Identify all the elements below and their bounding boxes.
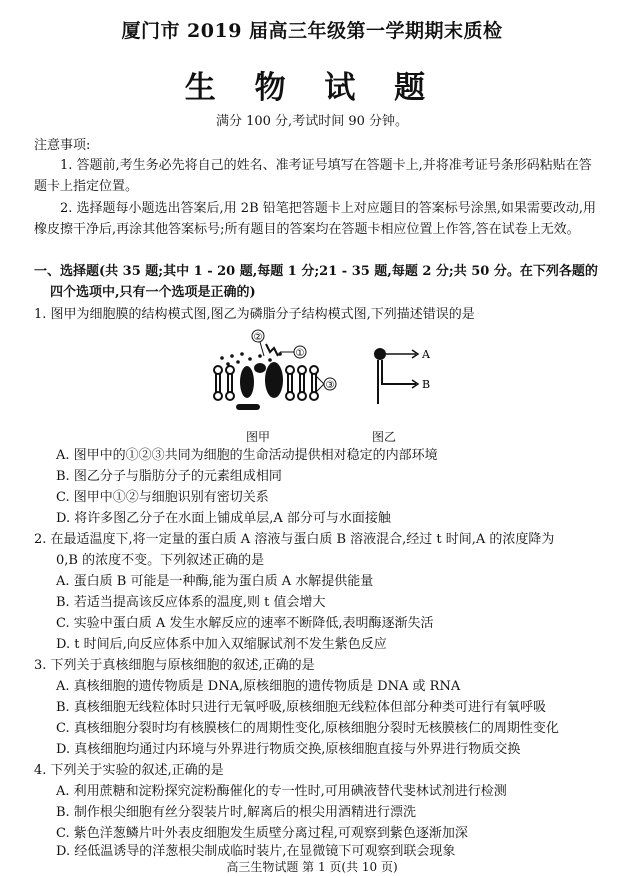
q3-option-d: D. 真核细胞均通过内环境与外界进行物质交换,原核细胞直接与外界进行物质交换 xyxy=(56,742,521,757)
q4-option-d: D. 经低温诱导的洋葱根尖制成临时装片,在显微镜下可观察到联会现象 xyxy=(56,844,456,859)
question-4-stem: 4. 下列关于实验的叙述,正确的是 xyxy=(34,763,224,778)
label-A: A xyxy=(422,348,430,361)
q2-option-b: B. 若适当提高该反应体系的温度,则 t 值会增大 xyxy=(56,595,326,610)
section-heading: 一、选择题(共 35 题;其中 1 - 20 题,每题 1 分;21 - 35 题,每题 2 分;共 50 分。在下列各题的 xyxy=(34,264,598,279)
q3-option-c: C. 真核细胞分裂时均有核膜核仁的周期性变化,原核细胞分裂时无核膜核仁的周期性变化 xyxy=(56,721,559,736)
q3-option-b: B. 真核细胞无线粒体时只进行无氧呼吸,原核细胞无线粒体但部分种类可进行有氧呼吸 xyxy=(56,700,546,715)
q2-option-c: C. 实验中蛋白质 A 发生水解反应的速率不断降低,表明酶逐渐失活 xyxy=(56,616,434,631)
q1-option-b: B. 图乙分子与脂肪分子的元素组成相同 xyxy=(56,469,282,484)
label-B: B xyxy=(422,378,431,391)
label-2: ② xyxy=(253,332,263,343)
question-2-stem: 2. 在最适温度下,将一定量的蛋白质 A 溶液与蛋白质 B 溶液混合,经过 t 时间,A 的浓度降为 xyxy=(34,532,555,547)
question-1-stem: 1. 图甲为细胞膜的结构模式图,图乙为磷脂分子结构模式图,下列描述错误的是 xyxy=(34,307,475,322)
page-title: 生 物 试 题 xyxy=(184,70,440,106)
phospholipid-figure xyxy=(368,340,438,410)
q4-option-c: C. 紫色洋葱鳞片叶外表皮细胞发生质壁分离过程,可观察到紫色逐渐加深 xyxy=(56,826,468,841)
notice-item-1: 1. 答题前,考生务必先将自己的姓名、准考证号填写在答题卡上,并将准考证号条形码粘贴在答题卡上指定位置。 xyxy=(34,158,592,194)
section-heading-cont: 四个选项中,只有一个选项是正确的) xyxy=(50,285,256,300)
q2-option-d: D. t 时间后,向反应体系中加入双缩脲试剂不发生紫色反应 xyxy=(56,637,387,652)
q1-option-a: A. 图甲中的①②③共同为细胞的生命活动提供相对稳定的内部环境 xyxy=(56,448,438,463)
membrane-figure xyxy=(200,326,340,416)
label-3: ③ xyxy=(325,380,335,391)
q3-option-a: A. 真核细胞的遗传物质是 DNA,原核细胞的遗传物质是 DNA 或 RNA xyxy=(56,679,461,694)
page-footer: 高三生物试题 第 1 页(共 10 页) xyxy=(226,860,398,874)
notice-item-2: 2. 选择题每小题选出答案后,用 2B 铅笔把答题卡上对应题目的答案标号涂黑,如果需要改动,用橡皮擦干净后,再涂其他答案标号;所有题目的答案均在答题卡相应位置上作答,答在试卷上无效。 xyxy=(34,201,597,237)
q4-option-a: A. 利用蔗糖和淀粉探究淀粉酶催化的专一性时,可用碘液替代斐林试剂进行检测 xyxy=(56,784,507,799)
question-3-stem: 3. 下列关于真核细胞与原核细胞的叙述,正确的是 xyxy=(34,658,315,673)
q4-option-b: B. 制作根尖细胞有丝分裂装片时,解离后的根尖用酒精进行漂洗 xyxy=(56,805,416,820)
label-1: ① xyxy=(295,348,305,359)
q1-option-c: C. 图甲中①②与细胞识别有密切关系 xyxy=(56,490,269,505)
notice-title: 注意事项: xyxy=(34,138,91,153)
figure-caption-a: 图甲 xyxy=(246,430,271,444)
figure-caption-b: 图乙 xyxy=(372,430,397,444)
exam-header: 厦门市 2019 届高三年级第一学期期末质检 xyxy=(121,20,503,42)
score-line: 满分 100 分,考试时间 90 分钟。 xyxy=(215,114,409,129)
q1-option-d: D. 将许多图乙分子在水面上铺成单层,A 部分可与水面接触 xyxy=(56,511,391,526)
question-2-stem-cont: 0,B 的浓度不变。下列叙述正确的是 xyxy=(56,553,265,568)
q2-option-a: A. 蛋白质 B 可能是一种酶,能为蛋白质 A 水解提供能量 xyxy=(56,574,374,589)
